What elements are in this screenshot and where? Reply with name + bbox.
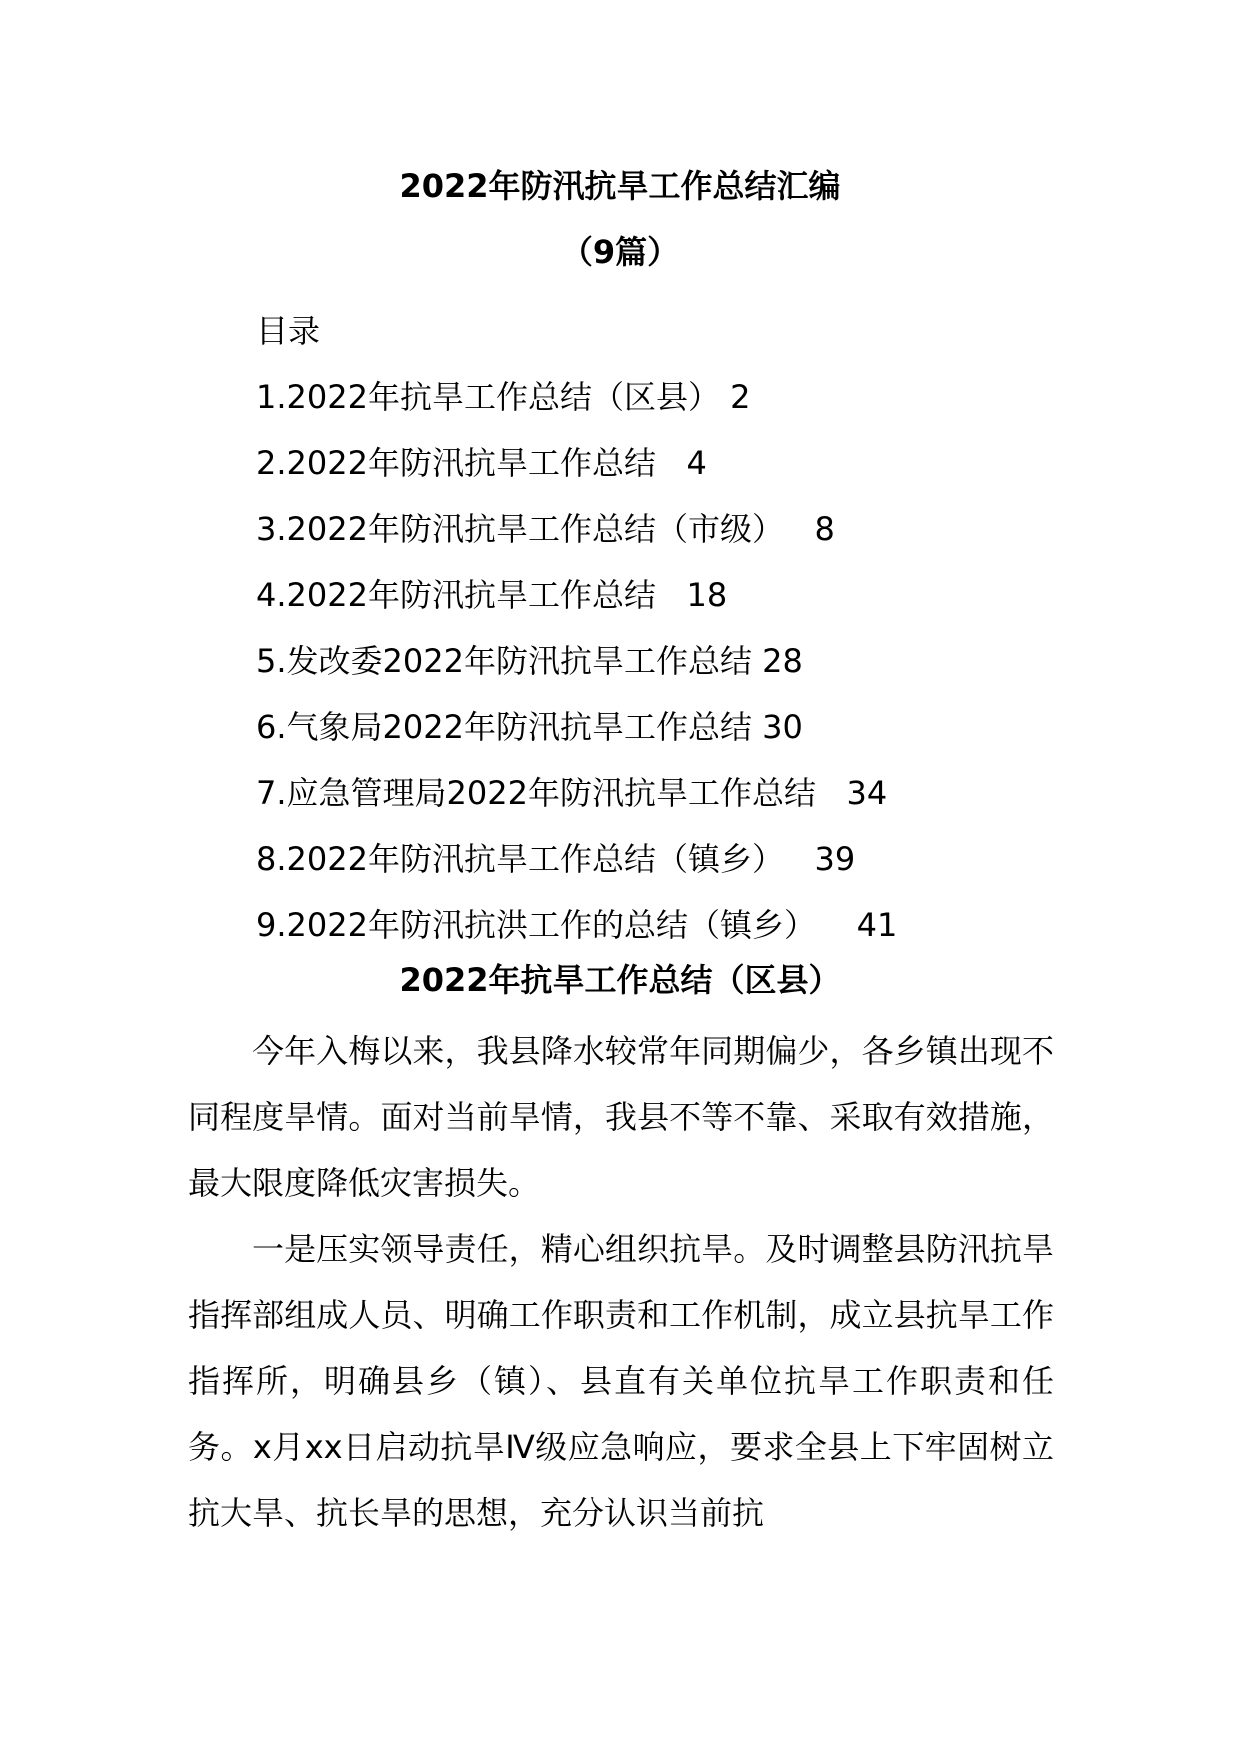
toc-item-label: 9.2022年防汛抗洪工作的总结（镇乡）: [256, 906, 816, 944]
toc-item[interactable]: [256, 892, 897, 958]
toc-item-page: 28: [762, 642, 803, 680]
toc-item-label: 4.2022年防汛抗旱工作总结: [256, 576, 656, 614]
toc-item-page: 2: [730, 378, 751, 416]
document-title: 2022年防汛抗旱工作总结汇编: [399, 167, 841, 205]
body-paragraph: 一是压实领导责任，精心组织抗旱。及时调整县防汛抗旱指挥部组成人员、明确工作职责和工作机制，成立县抗旱工作指挥所，明确县乡（镇）、县直有关单位抗旱工作职责和任务。x月xx日启动抗旱Ⅳ级应急响应，要求全县上下牢固树立抗大旱、抗长旱的思想，充分认识当前抗: [188, 1230, 1054, 1532]
toc-item-label: 1.2022年抗旱工作总结（区县）: [256, 378, 720, 416]
toc-item[interactable]: [256, 628, 897, 694]
toc-item-label: 2.2022年防汛抗旱工作总结: [256, 444, 656, 482]
toc-item[interactable]: [256, 562, 897, 628]
toc-item-label: 6.气象局2022年防汛抗旱工作总结: [256, 708, 752, 746]
toc-heading: 目录: [256, 312, 321, 350]
toc-item-label: 5.发改委2022年防汛抗旱工作总结: [256, 642, 752, 680]
document-subtitle: （9篇）: [560, 233, 680, 271]
toc-item-page: 34: [846, 774, 888, 812]
table-of-contents: [256, 298, 897, 958]
toc-item[interactable]: [256, 496, 897, 562]
toc-item[interactable]: [256, 364, 897, 430]
toc-item-label: 3.2022年防汛抗旱工作总结（市级）: [256, 510, 784, 548]
toc-item-page: 18: [686, 576, 728, 614]
toc-item-page: 4: [686, 444, 707, 482]
toc-item-page: 8: [814, 510, 835, 548]
body-paragraph: 今年入梅以来，我县降水较常年同期偏少，各乡镇出现不同程度旱情。面对当前旱情，我县不等不靠、采取有效措施，最大限度降低灾害损失。: [188, 1032, 1054, 1202]
toc-item[interactable]: [256, 826, 897, 892]
toc-item[interactable]: [256, 694, 897, 760]
toc-item-label: 8.2022年防汛抗旱工作总结（镇乡）: [256, 840, 784, 878]
toc-item-label: 7.应急管理局2022年防汛抗旱工作总结: [256, 774, 816, 812]
section-title: 2022年抗旱工作总结（区县）: [399, 961, 841, 999]
toc-item[interactable]: [256, 760, 897, 826]
toc-item-page: 41: [856, 906, 898, 944]
toc-item-page: 30: [762, 708, 803, 746]
toc-item-page: 39: [814, 840, 856, 878]
toc-item[interactable]: [256, 430, 897, 496]
